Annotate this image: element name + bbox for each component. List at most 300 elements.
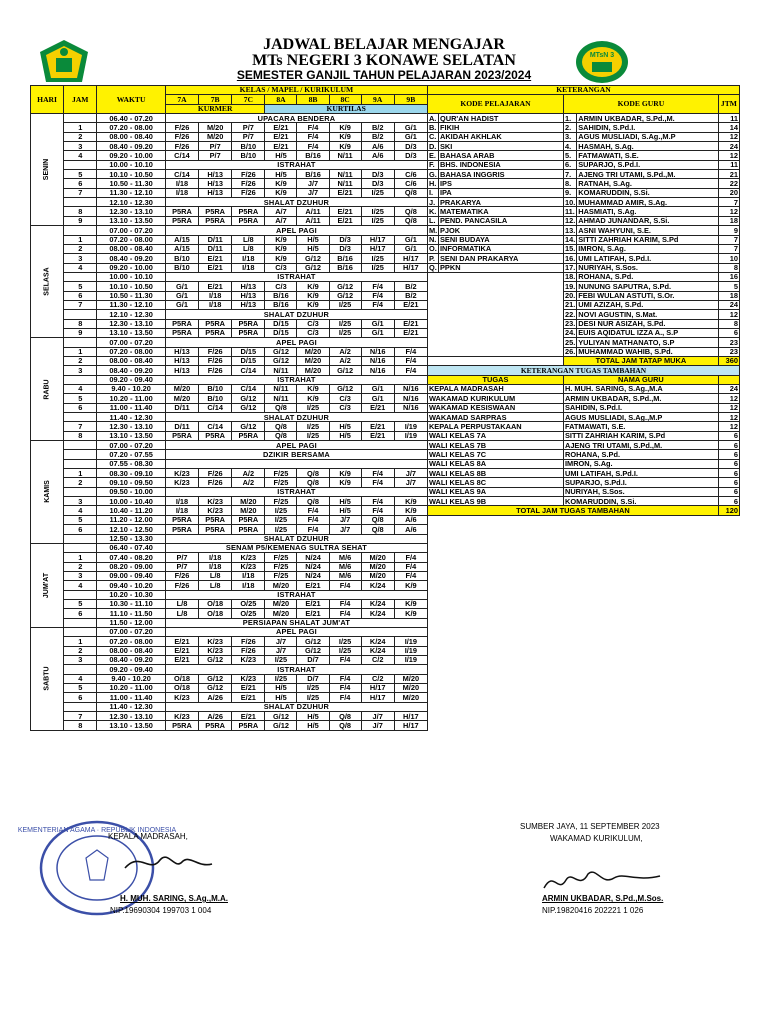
teacher-jtm: 14 xyxy=(718,123,739,132)
class-cell-8C: K/9 xyxy=(329,142,361,151)
period-number xyxy=(64,338,97,347)
schedule-row xyxy=(31,431,740,440)
class-cell-7A: D/11 xyxy=(165,403,198,412)
class-cell-7C: P5RA xyxy=(232,431,265,440)
tugas-teacher: SUPARJO, S.Pd.I. xyxy=(563,478,718,487)
class-cell-8A: G/12 xyxy=(265,347,297,356)
class-cell-7B: B/10 xyxy=(199,385,232,394)
col-kode-guru: KODE GURU xyxy=(563,95,718,114)
total-tatap-muka-value: 360 xyxy=(718,356,739,365)
col-kelas-group: KELAS / MAPEL / KURIKULUM xyxy=(165,86,427,95)
class-cell-7B: I/18 xyxy=(199,300,232,309)
period-number: 1 xyxy=(64,637,97,646)
class-cell-7A: M/20 xyxy=(165,385,198,394)
tugas-jtm: 12 xyxy=(718,394,739,403)
schedule-row xyxy=(31,581,740,590)
class-cell-7A: E/21 xyxy=(165,646,198,655)
class-cell-9A: E/21 xyxy=(361,422,394,431)
class-cell-7C: G/12 xyxy=(232,422,265,431)
col-keterangan: KETERANGAN xyxy=(427,86,739,95)
class-cell-9A: A/6 xyxy=(361,151,394,160)
class-cell-9B: C/6 xyxy=(394,170,427,179)
class-cell-7C: D/15 xyxy=(232,347,265,356)
class-cell-8A: N/11 xyxy=(265,366,297,375)
teacher-jtm: 22 xyxy=(718,179,739,188)
period-number: 1 xyxy=(64,235,97,244)
time-range: 10.00 - 10.40 xyxy=(97,497,166,506)
tugas-teacher: IMRON, S.Ag. xyxy=(563,459,718,468)
class-cell-7A: E/21 xyxy=(165,637,198,646)
tugas-jtm: 6 xyxy=(718,487,739,496)
class-cell-9B: M/20 xyxy=(394,684,427,693)
class-cell-8C: N/11 xyxy=(329,179,361,188)
tugas-jtm: 6 xyxy=(718,459,739,468)
class-cell-8B: F/4 xyxy=(297,515,329,524)
class-cell-7C: F/26 xyxy=(232,646,265,655)
class-cell-8C: K/9 xyxy=(329,469,361,478)
class-cell-8B: F/4 xyxy=(297,525,329,534)
period-number: 2 xyxy=(64,244,97,253)
schedule-row xyxy=(31,403,740,412)
schedule-row xyxy=(31,478,740,487)
time-range: 10.20 - 11.00 xyxy=(97,684,166,693)
teacher-jtm: 23 xyxy=(718,347,739,356)
class-cell-9A: H/17 xyxy=(361,244,394,253)
class-cell-9A: H/17 xyxy=(361,693,394,702)
subject-code: I. xyxy=(427,188,438,197)
teacher-name: ROHANA, S.Pd. xyxy=(577,272,719,281)
subject-name: IPS xyxy=(439,179,564,188)
class-cell-8C: Q/8 xyxy=(329,712,361,721)
period-number: 4 xyxy=(64,506,97,515)
semester-label: SEMESTER GANJIL TAHUN PELAJARAN 2023/2024 xyxy=(236,68,532,82)
class-cell-8A: E/21 xyxy=(265,142,297,151)
school-name: MTs NEGERI 3 KONAWE SELATAN xyxy=(252,52,516,69)
break-activity: UPACARA BENDERA xyxy=(165,114,427,123)
subject-name: BHS. INDONESIA xyxy=(439,160,564,169)
class-cell-7A: G/1 xyxy=(165,291,198,300)
period-number xyxy=(64,375,97,384)
subject-code: H. xyxy=(427,179,438,188)
class-cell-9B: A/6 xyxy=(394,525,427,534)
time-range: 08.40 - 09.20 xyxy=(97,254,166,263)
class-cell-7B: A/26 xyxy=(199,693,232,702)
col-nama-guru: NAMA GURU xyxy=(563,375,718,384)
tugas-name: WALI KELAS 8B xyxy=(427,469,563,478)
period-number xyxy=(64,413,97,422)
class-cell-9A: K/24 xyxy=(361,581,394,590)
teacher-name: AHMAD JUNANDAR, S.Si. xyxy=(577,216,719,225)
period-number xyxy=(64,198,97,207)
class-cell-7A: C/14 xyxy=(165,151,198,160)
class-cell-9A: D/3 xyxy=(361,170,394,179)
teacher-jtm: 18 xyxy=(718,216,739,225)
class-cell-7A: E/21 xyxy=(165,655,198,664)
class-cell-8A: F/25 xyxy=(265,469,297,478)
tugas-name: WALI KELAS 7C xyxy=(427,450,563,459)
class-cell-8B: M/20 xyxy=(297,356,329,365)
period-number xyxy=(64,114,97,123)
class-cell-8A: J/7 xyxy=(265,637,297,646)
class-cell-9A: K/24 xyxy=(361,637,394,646)
class-cell-7B: D/11 xyxy=(199,235,232,244)
class-cell-9A: J/7 xyxy=(361,721,394,730)
break-activity: ISTRAHAT xyxy=(165,487,427,496)
teacher-name: FEBI WULAN ASTUTI, S.Or. xyxy=(577,291,719,300)
class-cell-7C: P5RA xyxy=(232,515,265,524)
period-number: 7 xyxy=(64,300,97,309)
left-nip: NIP.19690304 199703 1 004 xyxy=(110,906,212,915)
class-cell-8C: G/12 xyxy=(329,282,361,291)
tugas-teacher: AGUS MUSLIADI, S.Ag.,M.P xyxy=(563,413,718,422)
class-cell-8B: A/11 xyxy=(297,216,329,225)
class-cell-8A: E/21 xyxy=(265,123,297,132)
tugas-teacher: AJENG TRI UTAMI, S.Pd.,M. xyxy=(563,441,718,450)
col-class-7C: 7C xyxy=(232,95,265,104)
subject-name: BAHASA ARAB xyxy=(439,151,564,160)
class-cell-8C: H/5 xyxy=(329,431,361,440)
teacher-code: 2. xyxy=(563,123,576,132)
class-cell-9B: J/7 xyxy=(394,478,427,487)
left-role: KEPALA MADRASAH, xyxy=(108,832,188,841)
class-cell-7C: C/14 xyxy=(232,366,265,375)
col-waktu: WAKTU xyxy=(97,86,166,114)
class-cell-8B: H/5 xyxy=(297,244,329,253)
teacher-jtm: 8 xyxy=(718,319,739,328)
schedule-row xyxy=(31,160,740,169)
schedule-row xyxy=(31,170,740,179)
class-cell-8C: M/6 xyxy=(329,562,361,571)
class-cell-7A: P5RA xyxy=(165,515,198,524)
class-cell-9B: H/17 xyxy=(394,712,427,721)
class-cell-8B: J/7 xyxy=(297,179,329,188)
class-cell-9A: F/4 xyxy=(361,506,394,515)
class-cell-7B: H/13 xyxy=(199,170,232,179)
class-cell-9B: E/21 xyxy=(394,300,427,309)
teacher-jtm: 21 xyxy=(718,170,739,179)
total-tugas-value: 120 xyxy=(718,506,739,515)
teacher-jtm: 5 xyxy=(718,282,739,291)
time-range: 12.30 - 13.10 xyxy=(97,207,166,216)
schedule-row xyxy=(31,618,740,627)
teacher-code: 16. xyxy=(564,253,576,263)
schedule-row xyxy=(31,487,740,496)
schedule-row xyxy=(31,702,740,711)
teacher-code: 8. xyxy=(563,179,576,188)
class-cell-7A: P5RA xyxy=(165,721,198,730)
teacher-name: HASMAH, S.Ag. xyxy=(577,142,719,151)
time-range: 10.00 - 10.10 xyxy=(97,272,166,281)
period-number: 2 xyxy=(64,132,97,141)
period-number: 6 xyxy=(64,291,97,300)
class-cell-8C: J/7 xyxy=(329,515,361,524)
class-cell-9A: Q/8 xyxy=(361,515,394,524)
class-cell-7C: F/26 xyxy=(232,637,265,646)
time-range: 10.10 - 10.50 xyxy=(97,170,166,179)
class-cell-8B: H/5 xyxy=(297,235,329,244)
class-cell-9A: C/2 xyxy=(361,655,394,664)
class-cell-7C: P5RA xyxy=(232,319,265,328)
teacher-name: DESI NUR ASIZAH, S.Pd. xyxy=(577,319,719,328)
schedule-row xyxy=(31,347,740,356)
logo-right-text: MTsN 3 xyxy=(589,52,615,59)
class-cell-9B: Q/8 xyxy=(394,216,427,225)
class-cell-9A: K/24 xyxy=(361,609,394,618)
schedule-row xyxy=(31,609,740,618)
class-cell-7C: I/18 xyxy=(232,254,265,263)
class-cell-7B: D/11 xyxy=(199,244,232,253)
total-tatap-muka-label: TOTAL JAM TATAP MUKA xyxy=(563,356,718,365)
class-cell-9A: H/17 xyxy=(361,684,394,693)
class-cell-8C: F/4 xyxy=(329,581,361,590)
period-number: 2 xyxy=(64,562,97,571)
teacher-name: NOVI AGUSTIN, S.Mat. xyxy=(577,310,719,319)
teacher-jtm: 8 xyxy=(718,263,739,272)
class-cell-8A: Q/8 xyxy=(265,431,297,440)
class-cell-7C: P5RA xyxy=(232,721,265,730)
class-cell-8B: K/9 xyxy=(297,394,329,403)
teacher-name: FATMAWATI, S.E. xyxy=(577,151,719,160)
time-range: 06.40 - 07.20 xyxy=(97,114,166,123)
class-cell-8A: B/16 xyxy=(265,291,297,300)
class-cell-7A: P5RA xyxy=(165,525,198,534)
subject-name: PJOK xyxy=(439,226,564,235)
tugas-name: WALI KELAS 7A xyxy=(427,431,563,440)
class-cell-7B: P5RA xyxy=(199,721,232,730)
time-range: 07.55 - 08.30 xyxy=(97,459,166,468)
teacher-name: MUHAMMAD AMIR, S.Ag. xyxy=(577,198,719,207)
subject-code: G. xyxy=(428,169,437,179)
class-cell-7C: H/13 xyxy=(232,282,265,291)
class-cell-7A: M/20 xyxy=(165,394,198,403)
class-cell-8B: F/4 xyxy=(297,123,329,132)
class-cell-8B: B/16 xyxy=(297,170,329,179)
period-number: 7 xyxy=(64,712,97,721)
period-number: 3 xyxy=(64,254,97,263)
teacher-code: 6. xyxy=(563,160,576,169)
class-cell-9A: C/2 xyxy=(361,674,394,683)
class-cell-8A: K/9 xyxy=(265,179,297,188)
period-number: 6 xyxy=(64,403,97,412)
class-cell-8B: K/9 xyxy=(297,385,329,394)
tugas-teacher: SAHIDIN, S.Pd.I. xyxy=(563,403,718,412)
teacher-code: 26. xyxy=(564,347,576,357)
class-cell-7A: P5RA xyxy=(165,207,198,216)
class-cell-9B: M/20 xyxy=(394,674,427,683)
schedule-row xyxy=(31,291,740,300)
time-range: 07.20 - 08.00 xyxy=(97,637,166,646)
class-cell-7C: C/14 xyxy=(232,385,265,394)
teacher-code: 9. xyxy=(563,188,576,197)
subject-code: A. xyxy=(427,114,438,123)
class-cell-9A: E/21 xyxy=(361,431,394,440)
class-cell-7B: H/13 xyxy=(199,179,232,188)
class-cell-8B: M/20 xyxy=(297,347,329,356)
teacher-jtm: 24 xyxy=(718,142,739,151)
class-cell-7B: M/20 xyxy=(199,123,232,132)
tugas-name: WALI KELAS 8A xyxy=(427,459,563,468)
class-cell-9B: J/7 xyxy=(394,469,427,478)
class-cell-7C: K/23 xyxy=(232,553,265,562)
stamp-text: KEMENTERIAN AGAMA · REPUBLIK INDONESIA xyxy=(17,827,177,834)
class-cell-9B: B/2 xyxy=(394,282,427,291)
schedule-row xyxy=(31,235,740,244)
schedule-row xyxy=(31,459,740,468)
subject-name: SENI DAN PRAKARYA xyxy=(439,254,564,263)
tugas-jtm: 6 xyxy=(718,441,739,450)
class-cell-7B: F/26 xyxy=(199,356,232,365)
class-cell-8B: I/25 xyxy=(297,403,329,412)
class-cell-8B: G/12 xyxy=(297,254,329,263)
class-cell-9B: I/19 xyxy=(394,422,427,431)
teacher-jtm: 12 xyxy=(718,310,739,319)
class-cell-8B: F/4 xyxy=(297,132,329,141)
class-cell-9A: E/21 xyxy=(361,403,394,412)
time-range: 12.30 - 13.10 xyxy=(97,712,166,721)
teacher-name: EUIS AQIDATUL IZZA A., S.P xyxy=(577,328,719,337)
teacher-jtm: 16 xyxy=(718,272,739,281)
class-cell-8C: F/4 xyxy=(329,609,361,618)
class-cell-9A: K/24 xyxy=(361,646,394,655)
class-cell-8B: K/9 xyxy=(297,300,329,309)
class-cell-8A: K/9 xyxy=(265,244,297,253)
class-cell-8C: K/9 xyxy=(329,132,361,141)
class-cell-7A: F/26 xyxy=(165,571,198,580)
class-cell-9A: F/4 xyxy=(361,469,394,478)
class-cell-7C: L/8 xyxy=(232,244,265,253)
time-range: 13.10 - 13.50 xyxy=(97,216,166,225)
left-name: H. MUH. SARING, S.Ag.,M.A. xyxy=(120,894,228,903)
class-cell-8C: B/16 xyxy=(329,254,361,263)
class-cell-8C: D/3 xyxy=(329,244,361,253)
teacher-jtm: 9 xyxy=(718,226,739,235)
subject-empty xyxy=(427,291,563,300)
class-cell-8C: I/25 xyxy=(329,300,361,309)
class-cell-9B: Q/8 xyxy=(394,207,427,216)
teacher-code: 14. xyxy=(564,234,576,244)
schedule-row xyxy=(31,319,740,328)
class-cell-7A: C/14 xyxy=(165,170,198,179)
class-cell-8B: K/9 xyxy=(297,291,329,300)
teacher-name: SAHIDIN, S.Pd.I. xyxy=(577,123,719,132)
time-range: 10.00 - 10.10 xyxy=(97,160,166,169)
time-range: 12.10 - 12.30 xyxy=(97,198,166,207)
class-cell-8A: H/5 xyxy=(265,693,297,702)
schedule-row xyxy=(31,571,740,580)
class-cell-7C: P/7 xyxy=(232,132,265,141)
teacher-name: NUNUNG SAPUTRA, S.Pd. xyxy=(577,282,719,291)
class-cell-8A: K/9 xyxy=(265,188,297,197)
time-range: 13.10 - 13.50 xyxy=(97,328,166,337)
class-cell-9A: K/24 xyxy=(361,599,394,608)
period-number xyxy=(64,590,97,599)
schedule-row xyxy=(31,515,740,524)
tugas-teacher: H. MUH. SARING, S.Ag.,M.A xyxy=(563,385,718,394)
schedule-row xyxy=(31,413,740,422)
time-range: 07.20 - 08.00 xyxy=(97,235,166,244)
schedule-row xyxy=(31,655,740,664)
class-cell-7B: F/26 xyxy=(199,347,232,356)
class-cell-8A: J/7 xyxy=(265,646,297,655)
class-cell-9B: I/19 xyxy=(394,637,427,646)
class-cell-8A: Q/8 xyxy=(265,422,297,431)
time-range: 11.30 - 12.10 xyxy=(97,188,166,197)
subject-name: QUR'AN HADIST xyxy=(439,114,564,123)
subject-empty xyxy=(427,300,563,309)
class-cell-8A: N/11 xyxy=(265,394,297,403)
teacher-name: SITTI ZAHRIAH KARIM, S.Pd xyxy=(577,235,719,244)
teacher-jtm: 24 xyxy=(718,300,739,309)
break-activity: SHALAT DZUHUR xyxy=(165,198,427,207)
day-cell xyxy=(31,441,64,544)
teacher-code: 10. xyxy=(564,197,576,207)
class-cell-8C: G/12 xyxy=(329,385,361,394)
class-cell-7C: I/18 xyxy=(232,263,265,272)
class-cell-8C: E/21 xyxy=(329,188,361,197)
subject-name: MATEMATIKA xyxy=(439,207,564,216)
day-cell xyxy=(31,226,64,338)
right-nip: NIP.19820416 202221 1 026 xyxy=(542,906,644,915)
col-class-7B: 7B xyxy=(199,95,232,104)
period-number: 6 xyxy=(64,525,97,534)
tugas-tambahan-title: KETERANGAN TUGAS TAMBAHAN xyxy=(427,366,739,375)
schedule-row xyxy=(31,338,740,347)
class-cell-7A: F/26 xyxy=(165,123,198,132)
class-cell-9B: F/4 xyxy=(394,366,427,375)
teacher-name: RATNAH, S.Ag. xyxy=(577,179,719,188)
time-range: 06.40 - 07.40 xyxy=(97,543,166,552)
schedule-row xyxy=(31,637,740,646)
class-cell-8A: G/12 xyxy=(265,356,297,365)
period-number: 1 xyxy=(64,469,97,478)
break-activity: ISTRAHAT xyxy=(165,375,427,384)
class-cell-8C: G/12 xyxy=(329,366,361,375)
class-cell-7B: O/18 xyxy=(199,599,232,608)
class-cell-7C: F/26 xyxy=(232,170,265,179)
class-cell-7A: A/15 xyxy=(165,244,198,253)
time-range: 09.20 - 09.40 xyxy=(97,665,166,674)
class-cell-9A: I/25 xyxy=(361,263,394,272)
period-number: 1 xyxy=(64,347,97,356)
teacher-jtm: 10 xyxy=(718,254,739,263)
schedule-row xyxy=(31,450,740,459)
class-cell-7C: L/8 xyxy=(232,235,265,244)
class-cell-9B: G/1 xyxy=(394,235,427,244)
class-cell-8B: D/7 xyxy=(297,655,329,664)
class-cell-9B: D/3 xyxy=(394,151,427,160)
tugas-jtm: 24 xyxy=(718,385,739,394)
class-cell-8B: E/21 xyxy=(297,581,329,590)
schedule-row xyxy=(31,693,740,702)
class-cell-8A: C/3 xyxy=(265,282,297,291)
schedule-row xyxy=(31,142,740,151)
teacher-jtm: 7 xyxy=(718,198,739,207)
class-cell-9B: D/3 xyxy=(394,142,427,151)
time-range: 07.20 - 08.00 xyxy=(97,347,166,356)
schedule-row xyxy=(31,207,740,216)
period-number: 4 xyxy=(64,581,97,590)
class-cell-8C: F/4 xyxy=(329,684,361,693)
teacher-code: 25. xyxy=(564,337,576,347)
class-cell-7C: P5RA xyxy=(232,216,265,225)
class-cell-8C: H/5 xyxy=(329,497,361,506)
class-cell-7B: F/26 xyxy=(199,366,232,375)
schedule-row xyxy=(31,712,740,721)
class-cell-9B: N/16 xyxy=(394,385,427,394)
class-cell-7B: P/7 xyxy=(199,151,232,160)
class-cell-7B: K/23 xyxy=(199,646,232,655)
class-cell-8A: I/25 xyxy=(265,515,297,524)
